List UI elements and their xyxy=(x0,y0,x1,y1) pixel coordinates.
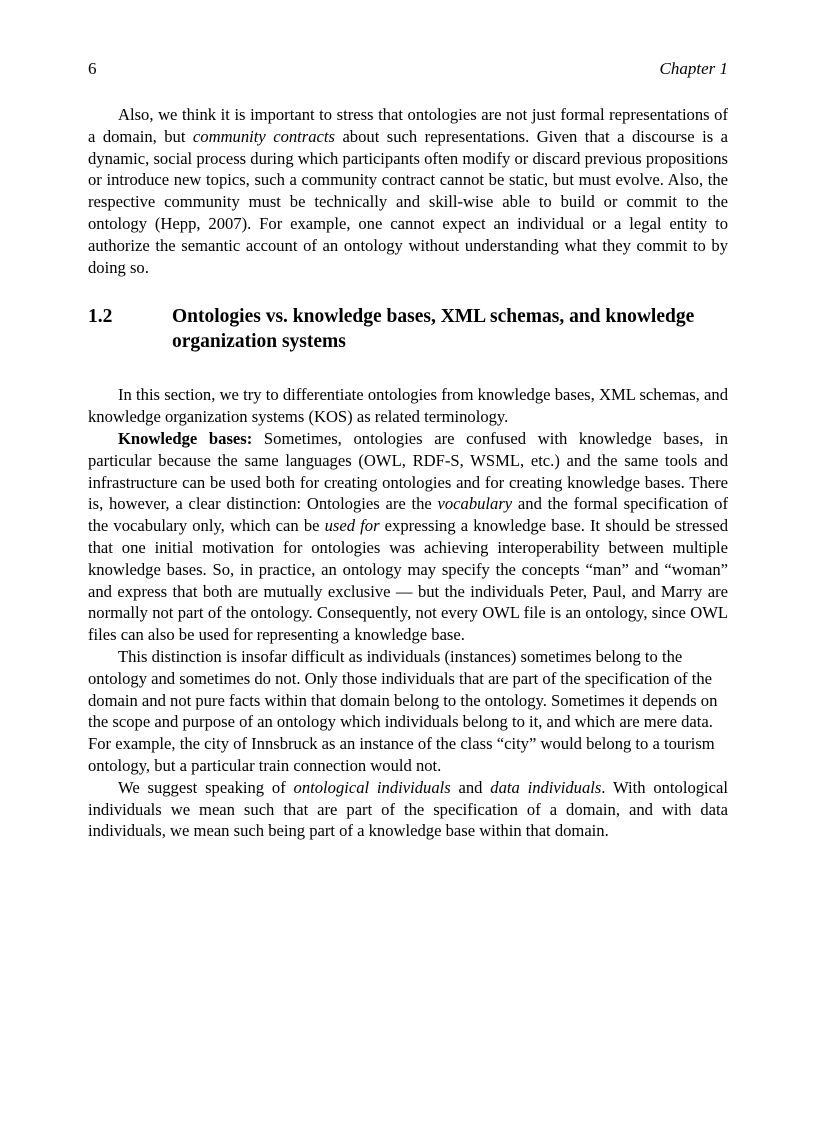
paragraph-text-segment: about such representations. Given that a discourse is a dynamic, social process during which participants often modify or discard previous propositions or introduce new topics, such a community contract cannot be static, but must evolve. Also, the respective community must be technically and skill-wise able to build or commit to the ontology (Hepp, 2007). For example, one cannot expect an individual or a legal entity to authorize the semantic account of an ontology without understanding what they commit to by doing so. xyxy=(88,126,729,277)
emphasis-data-individuals: data individuals xyxy=(490,777,602,797)
paragraph-this-distinction xyxy=(88,646,728,777)
emphasis-community-contracts: community contracts xyxy=(192,126,335,146)
paragraph-text-segment: . With ontological individuals we mean such that are part of the specification of a domain, and with data individuals, we mean such being part of a knowledge base within that domain. xyxy=(88,777,728,841)
emphasis-ontological-individuals: ontological individuals xyxy=(293,777,451,797)
paragraph-text-segment: We suggest speaking of xyxy=(118,777,294,797)
paragraph-text-segment: and xyxy=(450,777,491,797)
text-column xyxy=(88,104,728,842)
paragraph-text-segment: Sometimes, ontologies are confused with knowledge bases, in particular because the same languages (OWL, RDF-S, WSML, etc.) and the same tools and infrastructure can be used both for creating ontologies and for creating knowledge bases. There is, however, a clear distinction: Ontologies are the xyxy=(88,428,729,514)
paragraph-we-suggest-speaking xyxy=(88,777,728,842)
paragraph-text-segment: Also, we think it is important to stress that ontologies are not just formal representations of a domain, but xyxy=(88,105,728,146)
paragraph-knowledge-bases xyxy=(88,428,728,646)
paragraph-text-segment: This distinction is insofar difficult as individuals (instances) sometimes belong to the ontology and sometimes do not. Only those individuals that are part of the specification of the domain and not pure facts within that domain belong to the ontology. Sometimes it depends on the scope and purpose of an ontology which individuals belong to it, and which are mere data. For example, the city of Innsbruck as an instance of the class “city” would belong to a tourism ontology, but a particular train connection would not. xyxy=(88,646,718,775)
section-heading-1-2 xyxy=(88,304,728,354)
run-in-heading-knowledge-bases: Knowledge bases: xyxy=(118,428,253,448)
paragraph-text-segment: expressing a knowledge base. It should be stressed that one initial motivation for ontologies was achieving interoperability between multiple knowledge bases. So, in practice, an ontology may specify the concepts “man” and “woman” and express that both are mutually exclusive — but the individuals Peter, Paul, and Marry are normally not part of the ontology. Consequently, not every OWL file is an ontology, since OWL files can also be used for representing a knowledge base. xyxy=(88,516,728,645)
emphasis-vocabulary: vocabulary xyxy=(437,494,513,514)
emphasis-used-for: used for xyxy=(324,516,380,536)
paragraph-text-segment: and the formal specification of the vocabulary only, which can be xyxy=(88,494,728,536)
paragraph-also-community-contracts xyxy=(88,104,728,278)
chapter-label: Chapter 1 xyxy=(659,59,728,78)
section-title: Ontologies vs. knowledge bases, XML schemas, and knowledge organization systems xyxy=(172,306,695,353)
paragraph-section-intro xyxy=(88,384,728,428)
page-number: 6 xyxy=(88,59,97,78)
section-number: 1.2 xyxy=(88,306,113,328)
running-header xyxy=(88,58,728,82)
paragraph-text-segment: In this section, we try to differentiate ontologies from knowledge bases, XML schemas, and knowledge organization systems (KOS) as related terminology. xyxy=(88,385,728,427)
